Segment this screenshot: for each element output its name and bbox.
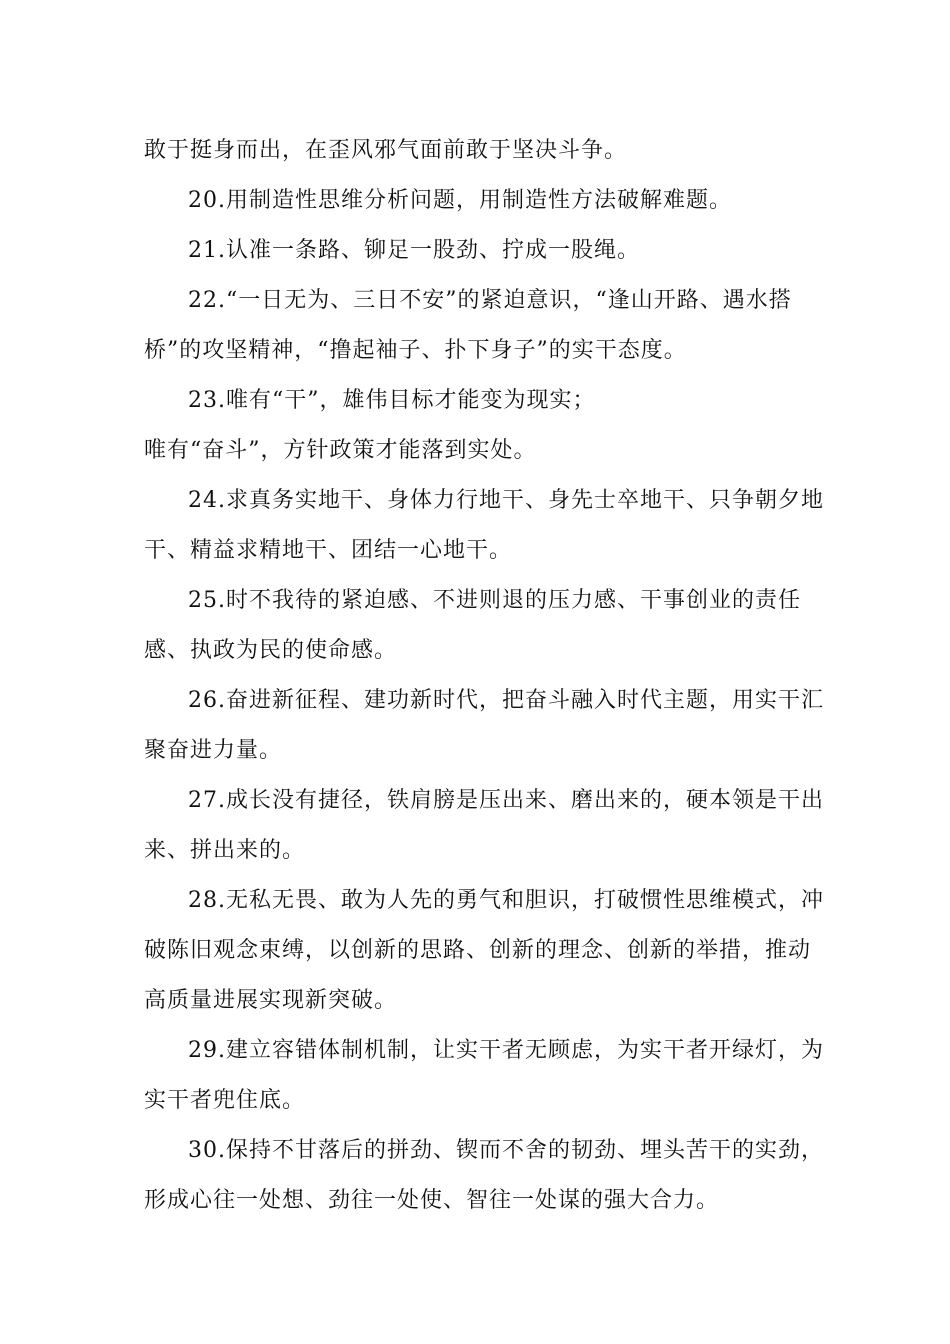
- paragraph-item-21: 21.认准一条路、铆足一股劲、拧成一股绳。: [188, 238, 640, 263]
- paragraph-item-20: 20.用制造性思维分析问题，用制造性方法破解难题。: [188, 188, 732, 213]
- paragraph-item-27: 27.成长没有捷径，铁肩膀是压出来、磨出来的，硬本领是干出来、拼出来的。: [144, 788, 824, 863]
- paragraph-item-22: 22.“一日无为、三日不安”的紧迫意识，“逢山开路、遇水搭桥”的攻坚精神，“撸起袖子、扑下身子”的实干态度。: [144, 288, 792, 363]
- paragraph-continuation: 敢于挺身而出，在歪风邪气面前敢于坚决斗争。: [144, 138, 628, 163]
- paragraph-item-26: 26.奋进新征程、建功新时代，把奋斗融入时代主题，用实干汇聚奋进力量。: [144, 688, 824, 763]
- paragraph-item-28: 28.无私无畏、敢为人先的勇气和胆识，打破惯性思维模式，冲破陈旧观念束缚，以创新的思路、创新的理念、创新的举措，推动高质量进展实现新突破。: [144, 888, 824, 1013]
- paragraph-item-24: 24.求真务实地干、身体力行地干、身先士卒地干、只争朝夕地干、精益求精地干、团结一心地干。: [144, 488, 824, 563]
- paragraph-item-30: 30.保持不甘落后的拼劲、锲而不舍的韧劲、埋头苦干的实劲，形成心往一处想、劲往一处使、智往一处谋的强大合力。: [144, 1138, 824, 1213]
- document-body: [144, 126, 824, 1226]
- paragraph-item-23: 23.唯有“干”，雄伟目标才能变为现实；: [188, 388, 596, 413]
- paragraph-item-25: 25.时不我待的紧迫感、不进则退的压力感、干事创业的责任感、执政为民的使命感。: [144, 588, 801, 663]
- paragraph-item-23-continued: 唯有“奋斗”，方针政策才能落到实处。: [144, 438, 537, 463]
- paragraph-item-29: 29.建立容错体制机制，让实干者无顾虑，为实干者开绿灯，为实干者兜住底。: [144, 1038, 824, 1113]
